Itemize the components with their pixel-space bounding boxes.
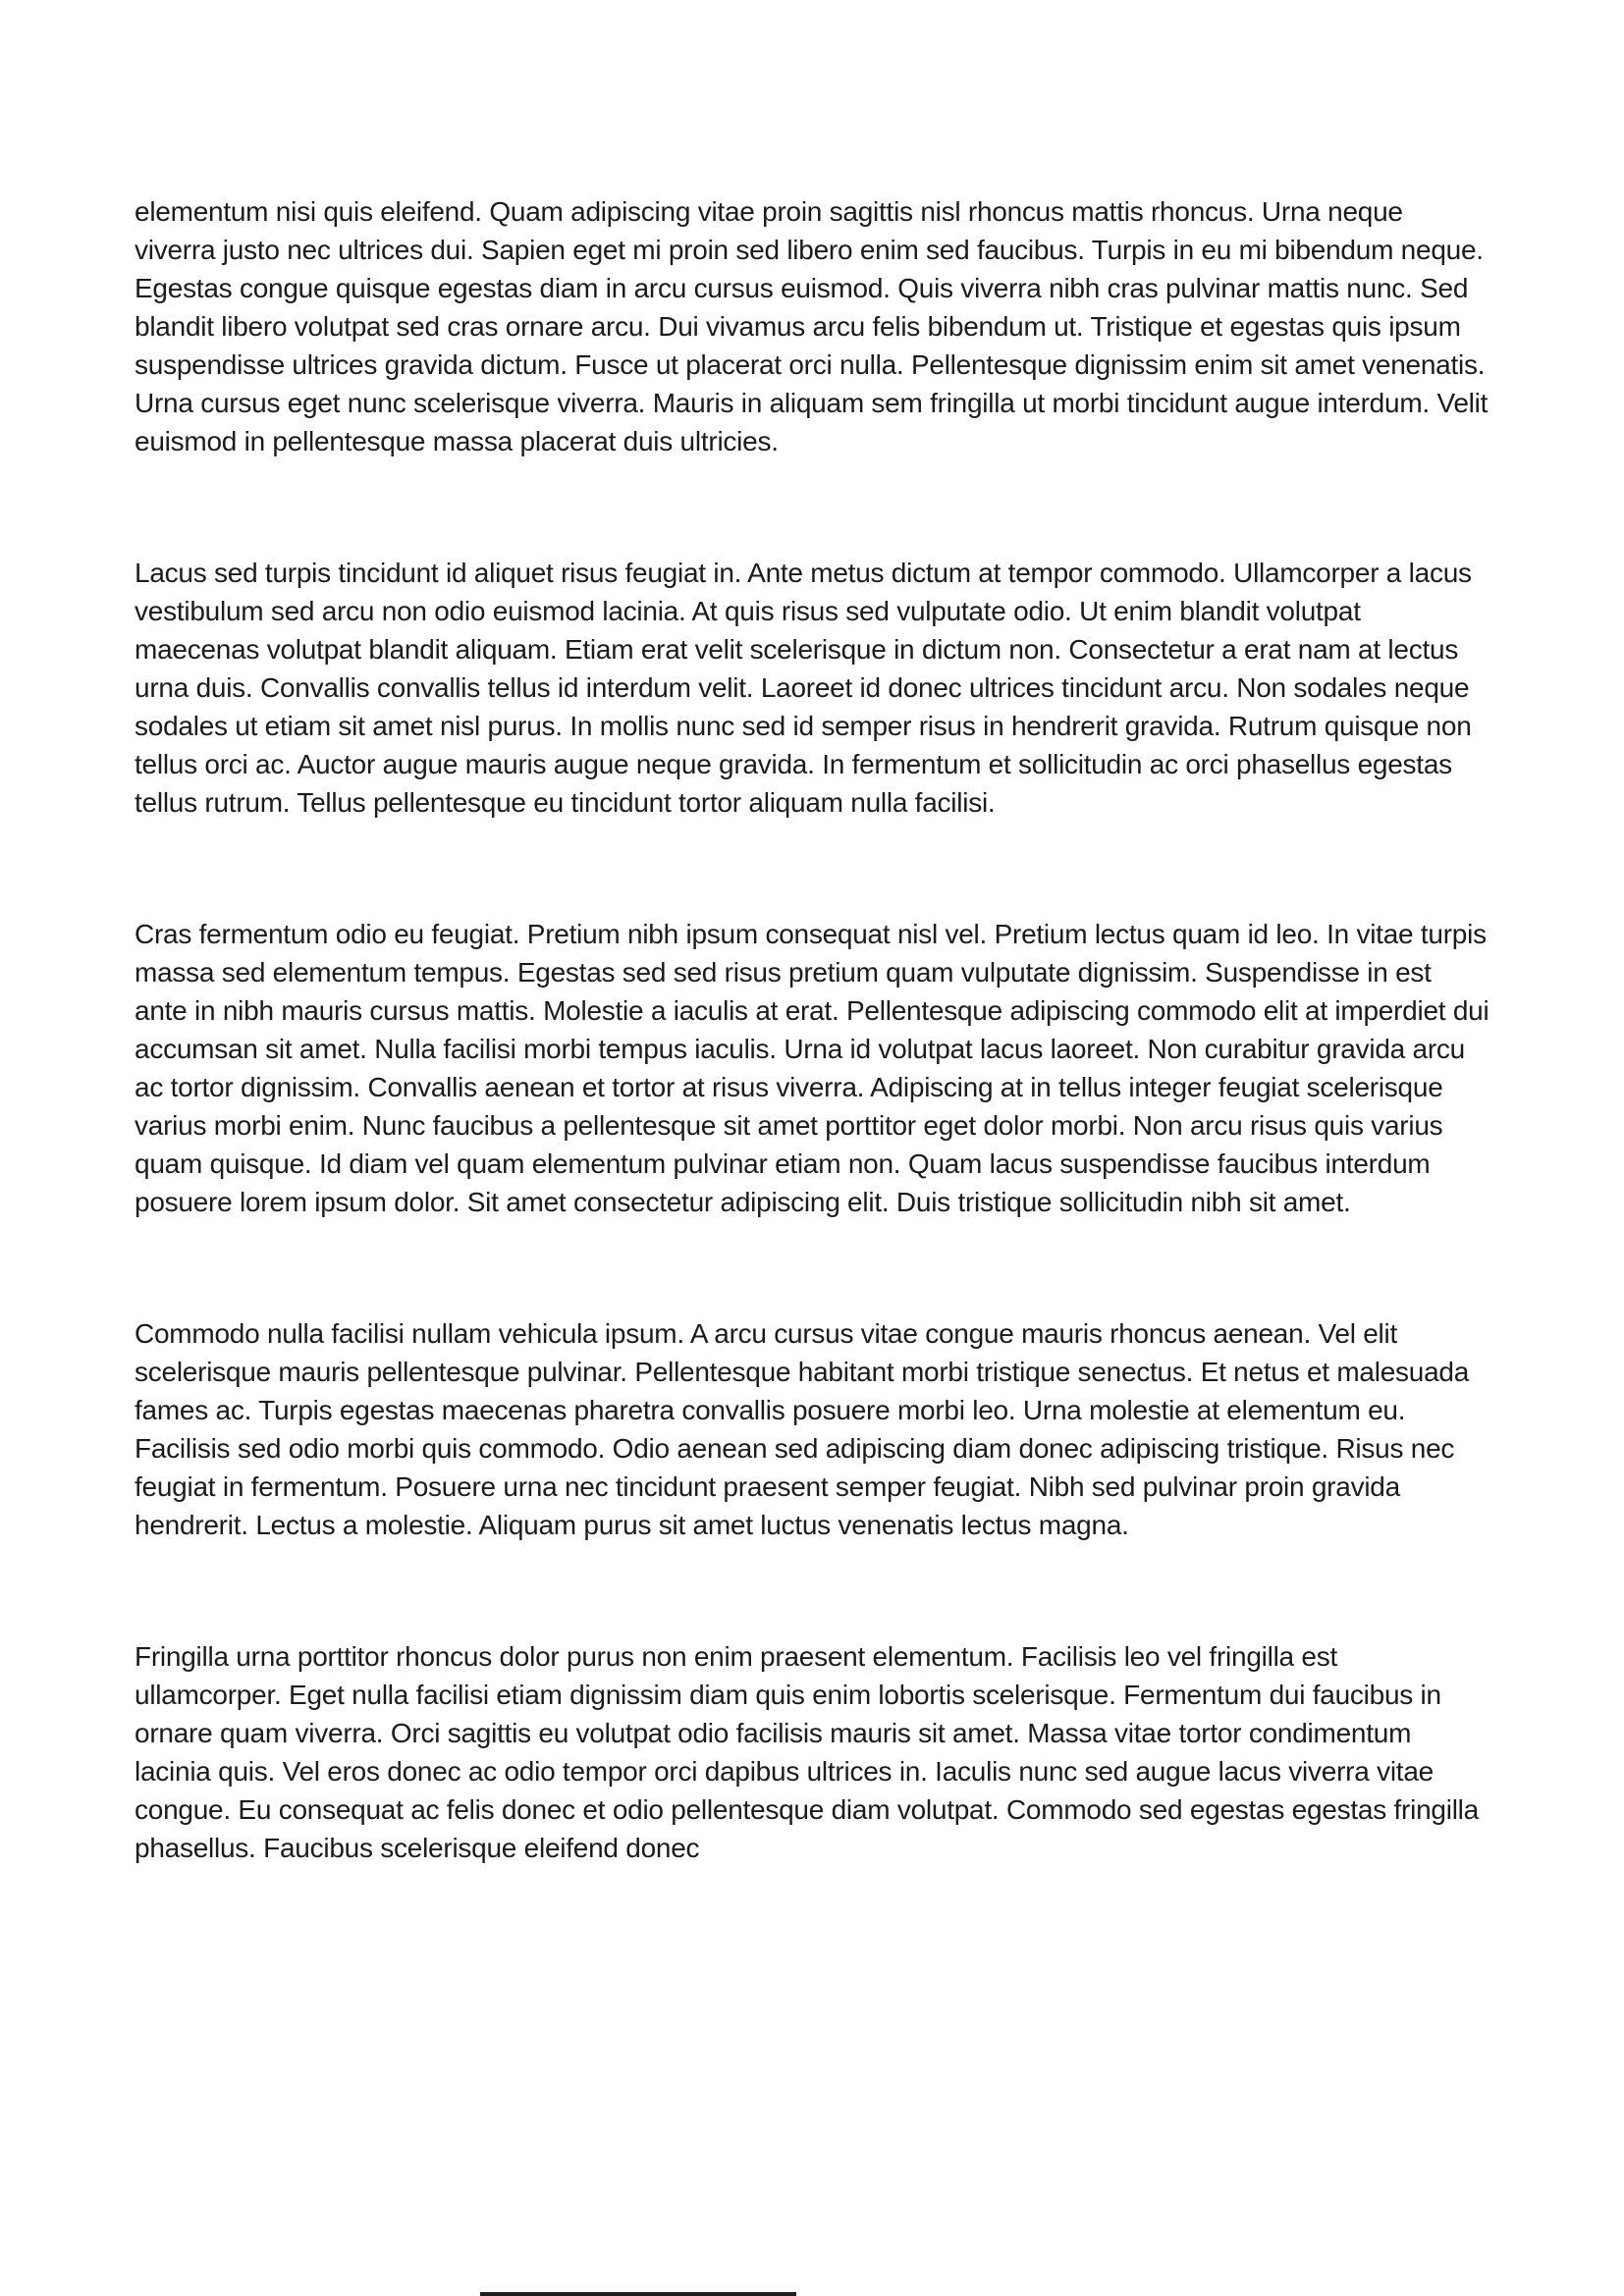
- paragraph-5: Fringilla urna porttitor rhoncus dolor purus non enim praesent elementum. Facilisis leo vel fringilla est ullamcorper. Eget nulla facilisi etiam dignissim diam quis enim lobortis scelerisque. Fermentum dui faucibus in ornare quam viverra. Orci sagittis eu volutpat odio facilisis mauris sit amet. Massa vitae tortor condimentum lacinia quis. Vel eros donec ac odio tempor orci dapibus ultrices in. Iaculis nunc sed augue lacus viverra vitae congue. Eu consequat ac felis donec et odio pellentesque diam volutpat. Commodo sed egestas egestas fringilla phasellus. Faucibus scelerisque eleifend donec: [135, 1641, 1479, 1863]
- paragraph-4: Commodo nulla facilisi nullam vehicula ipsum. A arcu cursus vitae congue mauris rhoncus aenean. Vel elit scelerisque mauris pellentesque pulvinar. Pellentesque habitant morbi tristique senectus. Et netus et malesuada fames ac. Turpis egestas maecenas pharetra convallis posuere morbi leo. Urna molestie at elementum eu. Facilisis sed odio morbi quis commodo. Odio aenean sed adipiscing diam donec adipiscing tristique. Risus nec feugiat in fermentum. Posuere urna nec tincidunt praesent semper feugiat. Nibh sed pulvinar proin gravida hendrerit. Lectus a molestie. Aliquam purus sit amet luctus venenatis lectus magna.: [135, 1318, 1470, 1540]
- document-text: [135, 0, 1489, 1867]
- paragraph-1: elementum nisi quis eleifend. Quam adipiscing vitae proin sagittis nisl rhoncus mattis rhoncus. Urna neque viverra justo nec ultrices dui. Sapien eget mi proin sed libero enim sed faucibus. Turpis in eu mi bibendum neque. Egestas congue quisque egestas diam in arcu cursus euismod. Quis viverra nibh cras pulvinar mattis nunc. Sed blandit libero volutpat sed cras ornare arcu. Dui vivamus arcu felis bibendum ut. Tristique et egestas quis ipsum suspendisse ultrices gravida dictum. Fusce ut placerat orci nulla. Pellentesque dignissim enim sit amet venenatis. Urna cursus eget nunc scelerisque viverra. Mauris in aliquam sem fringilla ut morbi tincidunt augue interdum. Velit euismod in pellentesque massa placerat duis ultricies.: [135, 196, 1489, 456]
- paragraph-3: Cras fermentum odio eu feugiat. Pretium nibh ipsum consequat nisl vel. Pretium lectus quam id leo. In vitae turpis massa sed elementum tempus. Egestas sed sed risus pretium quam vulputate dignissim. Suspendisse in est ante in nibh mauris cursus mattis. Molestie a iaculis at erat. Pellentesque adipiscing commodo elit at imperdiet dui accumsan sit amet. Nulla facilisi morbi tempus iaculis. Urna id volutpat lacus laoreet. Non curabitur gravida arcu ac tortor dignissim. Convallis aenean et tortor at risus viverra. Adipiscing at in tellus integer feugiat scelerisque varius morbi enim. Nunc faucibus a pellentesque sit amet porttitor eget dolor morbi. Non arcu risus quis varius quam quisque. Id diam vel quam elementum pulvinar etiam non. Quam lacus suspendisse faucibus interdum posuere lorem ipsum dolor. Sit amet consectetur adipiscing elit. Duis tristique sollicitudin nibh sit amet.: [135, 919, 1489, 1217]
- paragraph-2: Lacus sed turpis tincidunt id aliquet risus feugiat in. Ante metus dictum at tempor commodo. Ullamcorper a lacus vestibulum sed arcu non odio euismod lacinia. At quis risus sed vulputate odio. Ut enim blandit volutpat maecenas volutpat blandit aliquam. Etiam erat velit scelerisque in dictum non. Consectetur a erat nam at lectus urna duis. Convallis convallis tellus id interdum velit. Laoreet id donec ultrices tincidunt arcu. Non sodales neque sodales ut etiam sit amet nisl purus. In mollis nunc sed id semper risus in hendrerit gravida. Rutrum quisque non tellus orci ac. Auctor augue mauris augue neque gravida. In fermentum et sollicitudin ac orci phasellus egestas tellus rutrum. Tellus pellentesque eu tincidunt tortor aliquam nulla facilisi.: [135, 558, 1472, 818]
- bottom-black-bar: [480, 2292, 796, 2296]
